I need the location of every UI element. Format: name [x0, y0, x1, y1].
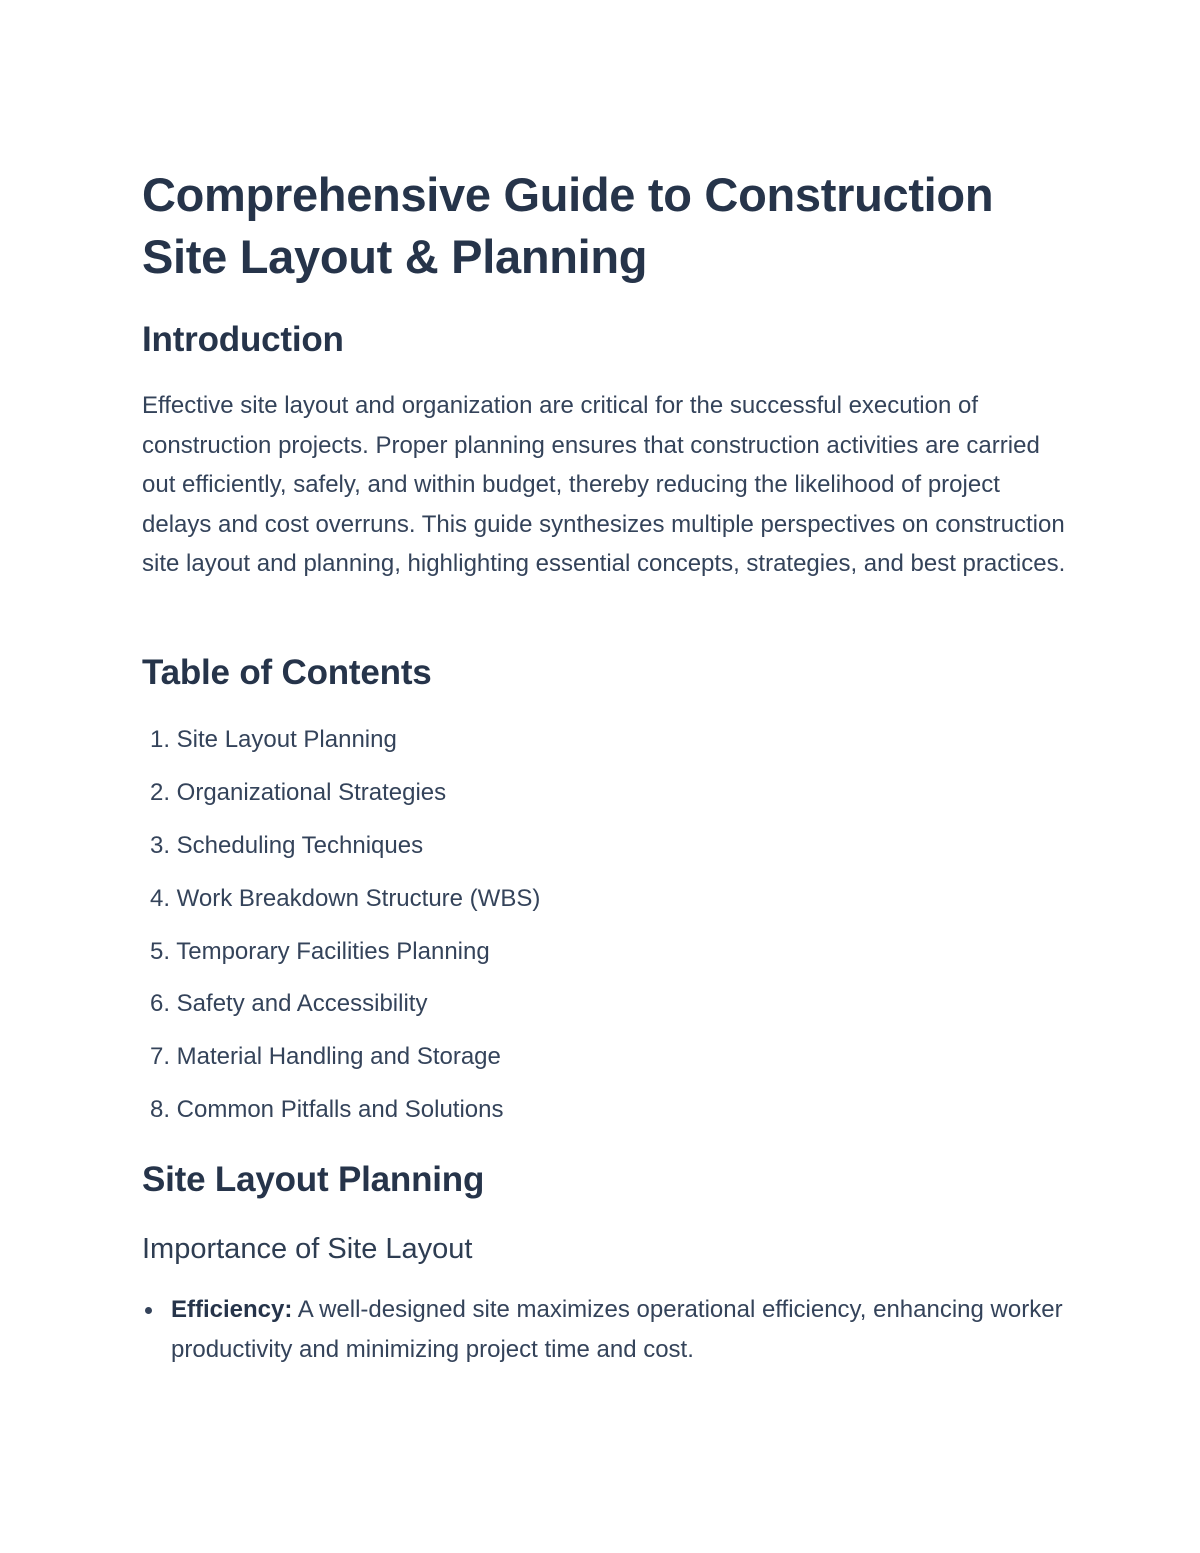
bullet-text: A well-designed site maximizes operational efficiency, enhancing worker productivity and minimizing project time and cost.: [171, 1296, 1063, 1363]
toc-item-label: Site Layout Planning: [176, 726, 397, 753]
toc-item[interactable]: [142, 932, 540, 985]
toc-item-number: 6.: [149, 990, 170, 1018]
toc-item-label: Scheduling Techniques: [176, 831, 424, 859]
toc-item-label: Work Breakdown Structure (WBS): [176, 884, 541, 912]
toc-item[interactable]: [142, 879, 540, 932]
toc-item-number: 3.: [149, 831, 170, 859]
toc-item[interactable]: [142, 1037, 540, 1090]
toc-item-label: Organizational Strategies: [176, 778, 447, 806]
toc-item[interactable]: [142, 984, 540, 1037]
toc-item-number: 7.: [149, 1043, 170, 1071]
toc-item[interactable]: [142, 720, 540, 773]
document-title: Comprehensive Guide to Construction Site Layout & Planning: [142, 168, 994, 283]
toc-item[interactable]: [142, 1090, 540, 1143]
bullet-icon: [145, 1307, 152, 1314]
bullet-term: Efficiency:: [171, 1296, 293, 1323]
toc-item-number: 5.: [149, 937, 170, 965]
toc-item[interactable]: [142, 826, 540, 879]
importance-bullet-list: [142, 1290, 1072, 1370]
toc-item[interactable]: [142, 773, 540, 826]
toc-item-label: Safety and Accessibility: [176, 990, 428, 1018]
toc-item-label: Material Handling and Storage: [176, 1043, 501, 1071]
toc-item-number: 8.: [149, 1096, 170, 1124]
list-item: [142, 1290, 1072, 1370]
toc-item-label: Common Pitfalls and Solutions: [176, 1096, 504, 1124]
importance-subheading: Importance of Site Layout: [142, 1233, 473, 1265]
site-layout-heading: Site Layout Planning: [142, 1160, 485, 1199]
introduction-heading: Introduction: [142, 320, 344, 359]
toc-heading: Table of Contents: [142, 653, 432, 692]
toc-item-number: 2.: [149, 778, 170, 806]
introduction-paragraph: Effective site layout and organization are critical for the successful execution of construction projects. Proper planning ensures that construction activities are carried out efficiently, safely, and within budget, thereby reducing the likelihood of project delays and cost overruns. This guide synthesizes multiple perspectives on construction site layout and planning, highlighting essential concepts, strategies, and best practices.: [142, 392, 1066, 578]
toc-item-number: 1.: [149, 726, 170, 753]
table-of-contents: [142, 720, 540, 1143]
toc-item-number: 4.: [149, 884, 170, 912]
toc-item-label: Temporary Facilities Planning: [176, 937, 490, 965]
